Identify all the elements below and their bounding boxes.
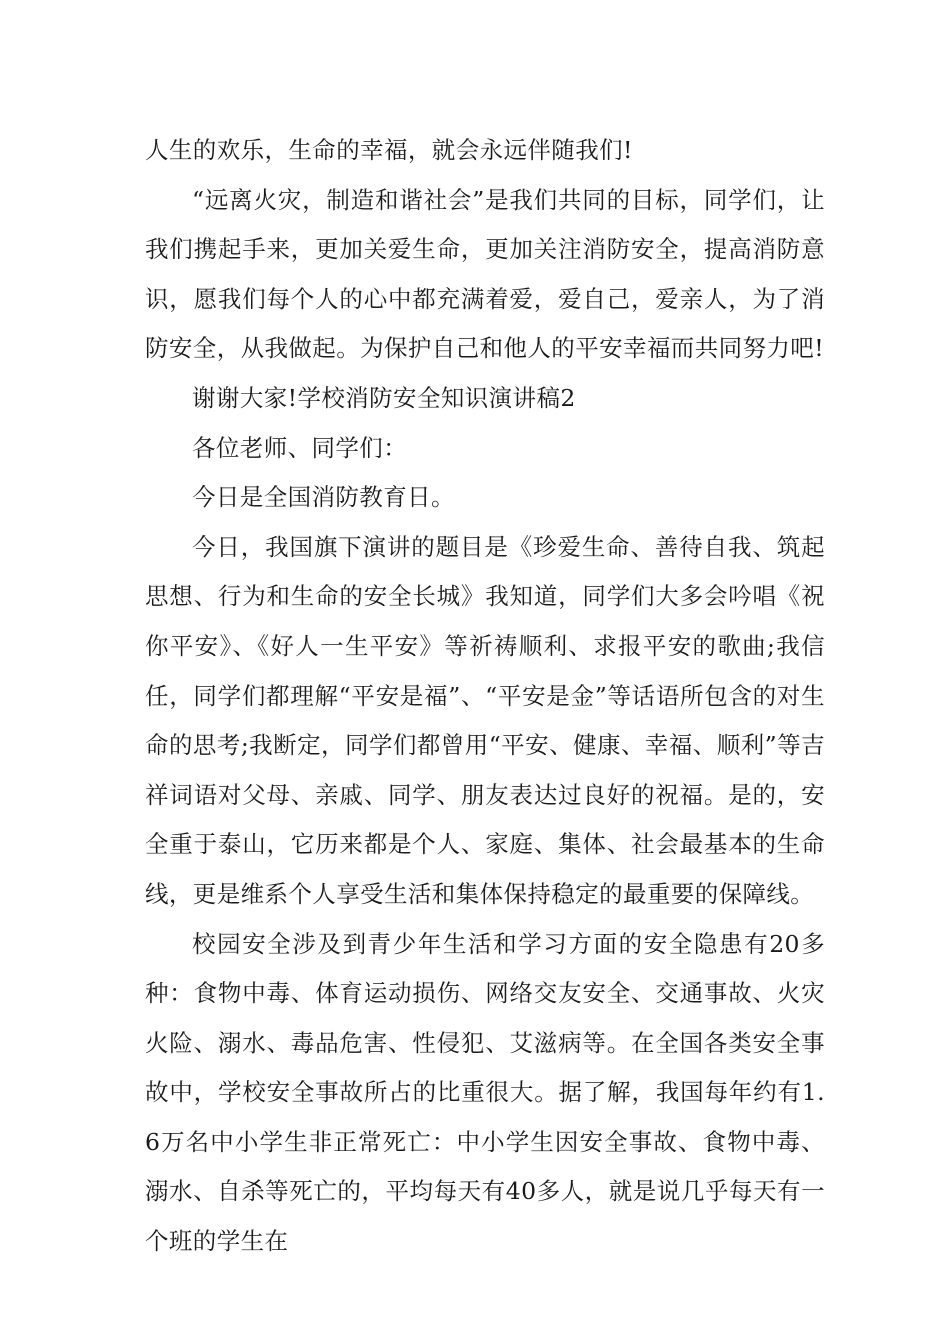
paragraph-4-salutation: 各位老师、同学们： [192, 433, 408, 462]
document-body [145, 126, 825, 1267]
paragraph-1: 人生的欢乐，生命的幸福，就会永远伴随我们! [145, 136, 633, 164]
paragraph-6: 今日，我国旗下演讲的题目是《珍爱生命、善待自我、筑起思想、行为和生命的安全长城》我知道，同学们大多会吟唱《祝你平安》、《好人一生平安》等祈祷顺利、求报平安的歌曲;我信任，同学们都理解“平安是福”、“平安是金”等话语所包含的对生命的思考;我断定，同学们都曾用“平安、健康、幸福、顺利”等吉祥词语对父母、亲戚、同学、朋友表达过良好的祝福。是的，安全重于泰山，它历来都是个人、家庭、集体、社会最基本的生命线，更是维系个人享受生活和集体保持稳定的最重要的保障线。 [145, 532, 825, 908]
paragraph-2: “远离火灾，制造和谐社会”是我们共同的目标，同学们，让我们携起手来，更加关爱生命，更加关注消防安全，提高消防意识，愿我们每个人的心中都充满着爱，爱自己，爱亲人，为了消防安全，从我做起。为保护自己和他人的平安幸福而共同努力吧! [145, 185, 825, 363]
paragraph-5: 今日是全国消防教育日。 [192, 483, 455, 512]
paragraph-3-heading: 谢谢大家!学校消防安全知识演讲稿2 [192, 383, 576, 412]
paragraph-7: 校园安全涉及到青少年生活和学习方面的安全隐患有20多种：食物中毒、体育运动损伤、网络交友安全、交通事故、火灾火险、溺水、毒品危害、性侵犯、艾滋病等。在全国各类安全事故中，学校安全事故所占的比重很大。据了解，我国每年约有1.6万名中小学生非正常死亡：中小学生因安全事故、食物中毒、溺水、自杀等死亡的，平均每天有40多人，就是说几乎每天有一个班的学生在 [145, 929, 825, 1256]
